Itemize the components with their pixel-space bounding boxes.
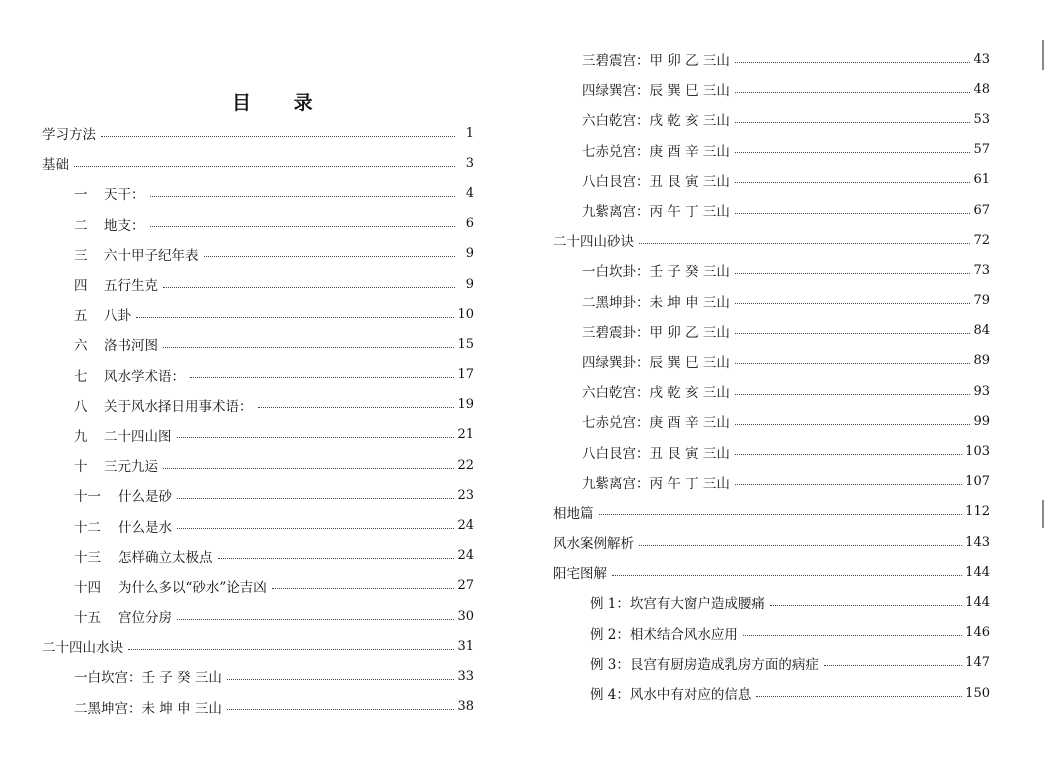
entry-page-number: 22 — [457, 457, 474, 473]
entry-page-number: 1 — [465, 125, 474, 141]
dot-leader — [599, 514, 963, 515]
entry-text: 例 4：风水中有对应的信息 — [590, 687, 752, 704]
toc-entry — [524, 678, 1048, 708]
toc-entry — [524, 406, 1048, 436]
entry-page-number: 15 — [457, 336, 474, 352]
right-page — [524, 0, 1048, 760]
dot-leader — [735, 92, 971, 93]
dot-leader — [735, 303, 971, 304]
toc-entry — [0, 269, 524, 299]
dot-leader — [204, 256, 456, 257]
entry-text: 二黑坤宫：未 坤 申 三山 — [74, 700, 222, 717]
toc-entry — [524, 436, 1048, 466]
dot-leader — [128, 649, 454, 650]
entry-text: 为什么多以“砂水”论吉凶 — [118, 579, 267, 596]
toc-entry — [524, 316, 1048, 346]
entry-text: 六白乾宫：戌 乾 亥 三山 — [582, 385, 730, 402]
entry-page-number: 17 — [457, 367, 474, 383]
entry-text: 风水案例解析 — [553, 536, 634, 553]
toc-entry — [524, 618, 1048, 648]
dot-leader — [824, 665, 962, 666]
entry-page-number: 99 — [973, 413, 990, 429]
entry-page-number: 24 — [457, 518, 474, 534]
toc-entry — [0, 692, 524, 722]
entry-number: 十四 — [74, 579, 101, 596]
entry-page-number: 57 — [973, 142, 990, 158]
page-edge-mark — [1042, 40, 1044, 70]
toc-entry — [0, 571, 524, 601]
toc-entry — [524, 346, 1048, 376]
entry-text: 三元九运 — [104, 459, 158, 476]
dot-leader — [101, 136, 455, 137]
dot-leader — [735, 122, 971, 123]
entry-page-number: 48 — [973, 81, 990, 97]
toc-entry — [0, 480, 524, 510]
entry-text: 天干： — [104, 187, 145, 204]
dot-leader — [163, 468, 454, 469]
entry-text: 宫位分房 — [118, 610, 172, 627]
toc-entry — [524, 104, 1048, 134]
dot-leader — [770, 605, 962, 606]
entry-text: 八白艮宫：丑 艮 寅 三山 — [582, 173, 730, 190]
toc-entry — [524, 467, 1048, 497]
entry-page-number: 89 — [973, 353, 990, 369]
entry-page-number: 67 — [973, 202, 990, 218]
entry-number: 五 — [74, 308, 88, 325]
toc-entry — [524, 195, 1048, 225]
entry-text: 三碧震卦：甲 卯 乙 三山 — [582, 324, 730, 341]
toc-list-right — [524, 44, 1048, 708]
entry-number: 七 — [74, 368, 88, 385]
toc-entry — [0, 390, 524, 420]
dot-leader — [190, 377, 454, 378]
entry-page-number: 43 — [973, 51, 990, 67]
entry-text: 例 2：相术结合风水应用 — [590, 626, 738, 643]
entry-number: 二 — [74, 217, 88, 234]
entry-page-number: 21 — [457, 427, 474, 443]
dot-leader — [735, 333, 971, 334]
entry-page-number: 53 — [973, 111, 990, 127]
entry-number: 十一 — [74, 489, 101, 506]
entry-page-number: 73 — [973, 262, 990, 278]
dot-leader — [735, 394, 971, 395]
entry-number: 一 — [74, 187, 88, 204]
toc-entry — [524, 255, 1048, 285]
toc-entry — [0, 450, 524, 480]
dot-leader — [163, 347, 454, 348]
entry-text: 洛书河图 — [104, 338, 158, 355]
entry-text: 二十四山图 — [104, 428, 172, 445]
dot-leader — [735, 62, 971, 63]
dot-leader — [177, 498, 454, 499]
toc-entry — [524, 527, 1048, 557]
entry-text: 三碧震宫：甲 卯 乙 三山 — [582, 53, 730, 70]
toc-entry — [524, 587, 1048, 617]
entry-page-number: 72 — [973, 232, 990, 248]
toc-entry — [0, 601, 524, 631]
toc-entry — [0, 631, 524, 661]
entry-text: 八白艮宫：丑 艮 寅 三山 — [582, 445, 730, 462]
page-edge-mark — [1042, 500, 1044, 528]
toc-entry — [0, 661, 524, 691]
dot-leader — [177, 437, 455, 438]
dot-leader — [743, 635, 962, 636]
toc-entry — [0, 510, 524, 540]
entry-text: 例 1：坎宫有大窗户造成腰痛 — [590, 596, 765, 613]
entry-number: 八 — [74, 398, 88, 415]
toc-entry — [0, 239, 524, 269]
entry-page-number: 112 — [965, 504, 990, 520]
entry-text: 一白坎卦：壬 子 癸 三山 — [582, 264, 730, 281]
dot-leader — [136, 317, 454, 318]
toc-entry — [0, 420, 524, 450]
entry-text: 六白乾宫：戌 乾 亥 三山 — [582, 113, 730, 130]
entry-page-number: 24 — [457, 548, 474, 564]
entry-text: 一白坎宫：壬 子 癸 三山 — [74, 670, 222, 687]
entry-number: 十二 — [74, 519, 101, 536]
entry-page-number: 4 — [465, 185, 474, 201]
entry-text: 风水学术语： — [104, 368, 185, 385]
entry-text: 九紫离宫：丙 午 丁 三山 — [582, 475, 730, 492]
dot-leader — [639, 243, 970, 244]
entry-text: 五行生克 — [104, 278, 158, 295]
entry-text: 六十甲子纪年表 — [104, 247, 199, 264]
entry-text: 二黑坤卦：未 坤 申 三山 — [582, 294, 730, 311]
toc-title: 目 录 — [232, 92, 331, 114]
dot-leader — [227, 679, 455, 680]
entry-text: 四绿巽宫：辰 巽 巳 三山 — [582, 83, 730, 100]
dot-leader — [258, 407, 455, 408]
entry-page-number: 6 — [465, 216, 474, 232]
entry-page-number: 19 — [457, 397, 474, 413]
entry-page-number: 79 — [973, 293, 990, 309]
entry-number: 十三 — [74, 549, 101, 566]
entry-number: 九 — [74, 428, 88, 445]
entry-page-number: 144 — [965, 564, 990, 580]
dot-leader — [639, 545, 962, 546]
entry-page-number: 38 — [457, 699, 474, 715]
dot-leader — [272, 588, 455, 589]
dot-leader — [218, 558, 455, 559]
entry-text: 怎样确立太极点 — [118, 549, 213, 566]
dot-leader — [735, 152, 971, 153]
entry-page-number: 10 — [457, 306, 474, 322]
entry-page-number: 107 — [965, 474, 990, 490]
entry-page-number: 23 — [457, 487, 474, 503]
entry-text: 七赤兑宫：庚 酉 辛 三山 — [582, 143, 730, 160]
dot-leader — [735, 273, 971, 274]
entry-text: 阳宅图解 — [553, 566, 607, 583]
toc-entry — [524, 376, 1048, 406]
entry-page-number: 9 — [465, 276, 474, 292]
entry-number: 十五 — [74, 610, 101, 627]
toc-entry — [0, 329, 524, 359]
dot-leader — [74, 166, 455, 167]
dot-leader — [177, 619, 454, 620]
entry-text: 四绿巽卦：辰 巽 巳 三山 — [582, 354, 730, 371]
dot-leader — [163, 287, 455, 288]
entry-text: 例 3：艮宫有厨房造成乳房方面的病症 — [590, 656, 819, 673]
toc-entry — [0, 148, 524, 178]
toc-entry — [0, 299, 524, 329]
entry-page-number: 150 — [965, 685, 990, 701]
entry-text: 学习方法 — [42, 127, 96, 144]
toc-entry — [524, 497, 1048, 527]
entry-page-number: 31 — [457, 638, 474, 654]
entry-text: 什么是砂 — [118, 489, 172, 506]
entry-text: 九紫离宫：丙 午 丁 三山 — [582, 204, 730, 221]
entry-text: 关于风水择日用事术语： — [104, 398, 253, 415]
dot-leader — [735, 424, 971, 425]
entry-page-number: 147 — [965, 655, 990, 671]
dot-leader — [227, 709, 455, 710]
entry-text: 地支： — [104, 217, 145, 234]
entry-page-number: 146 — [965, 625, 990, 641]
toc-entry — [0, 541, 524, 571]
dot-leader — [735, 213, 971, 214]
toc-entry — [524, 286, 1048, 316]
entry-number: 六 — [74, 338, 88, 355]
toc-entry — [524, 648, 1048, 678]
toc-entry — [524, 165, 1048, 195]
dot-leader — [177, 528, 454, 529]
dot-leader — [150, 196, 456, 197]
toc-entry — [524, 557, 1048, 587]
toc-entry — [0, 360, 524, 390]
entry-text: 七赤兑宫：庚 酉 辛 三山 — [582, 415, 730, 432]
entry-text: 二十四山砂诀 — [553, 234, 634, 251]
entry-page-number: 143 — [965, 534, 990, 550]
dot-leader — [735, 182, 971, 183]
entry-page-number: 144 — [965, 594, 990, 610]
entry-text: 相地篇 — [553, 505, 594, 522]
toc-entry — [524, 225, 1048, 255]
toc-entry — [0, 209, 524, 239]
dot-leader — [150, 226, 456, 227]
toc-entry — [524, 44, 1048, 74]
entry-number: 三 — [74, 247, 88, 264]
dot-leader — [735, 363, 971, 364]
entry-page-number: 30 — [457, 608, 474, 624]
entry-page-number: 3 — [465, 155, 474, 171]
toc-entry — [524, 135, 1048, 165]
toc-list-left — [0, 118, 524, 722]
entry-text: 基础 — [42, 157, 69, 174]
toc-entry — [0, 178, 524, 208]
entry-page-number: 9 — [465, 246, 474, 262]
entry-text: 八卦 — [104, 308, 131, 325]
dot-leader — [612, 575, 962, 576]
dot-leader — [735, 454, 962, 455]
toc-entry — [0, 118, 524, 148]
entry-page-number: 27 — [457, 578, 474, 594]
entry-number: 十 — [74, 459, 88, 476]
dot-leader — [756, 696, 962, 697]
entry-page-number: 61 — [973, 172, 990, 188]
dot-leader — [735, 484, 962, 485]
entry-page-number: 33 — [457, 668, 474, 684]
entry-text: 什么是水 — [118, 519, 172, 536]
toc-entry — [524, 74, 1048, 104]
entry-page-number: 93 — [973, 383, 990, 399]
entry-page-number: 84 — [973, 323, 990, 339]
entry-text: 二十四山水诀 — [42, 640, 123, 657]
entry-number: 四 — [74, 278, 88, 295]
entry-page-number: 103 — [965, 444, 990, 460]
